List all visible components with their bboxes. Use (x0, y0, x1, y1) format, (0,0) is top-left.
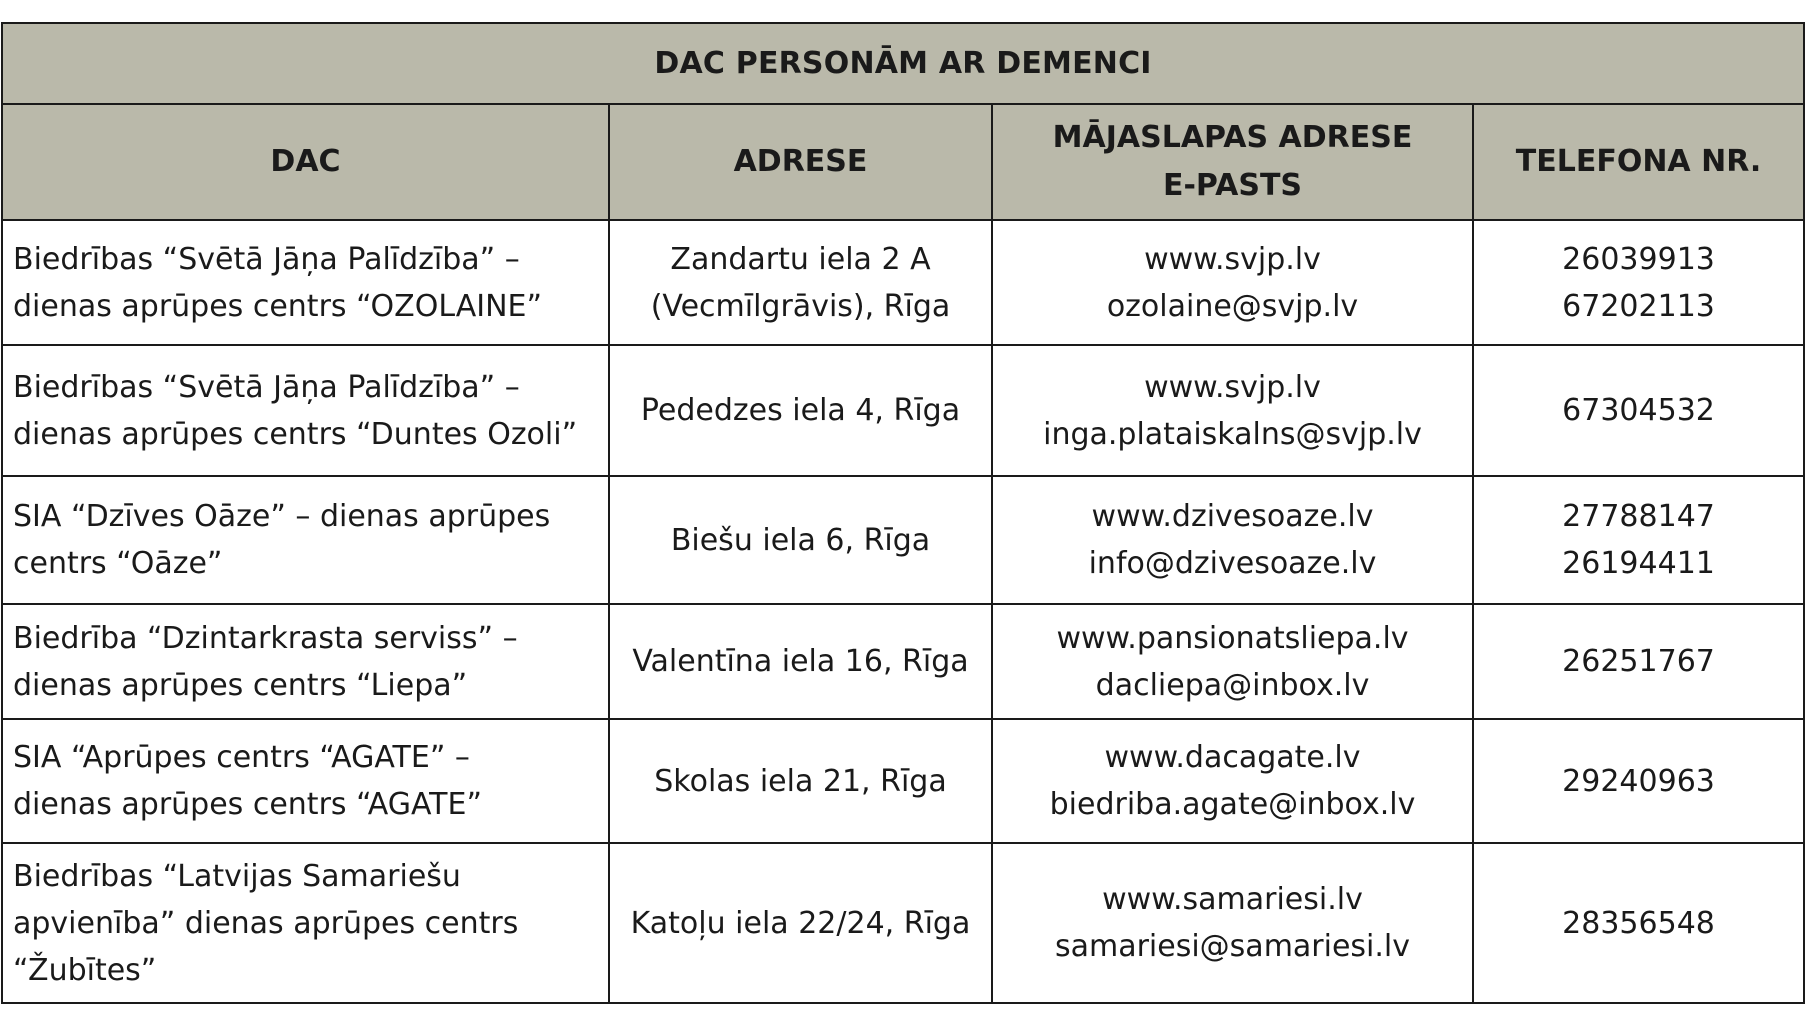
dac-name-cell (2, 476, 609, 604)
address-cell (609, 604, 992, 719)
table-row (2, 719, 1804, 843)
dac-name-cell (2, 719, 609, 843)
address-cell (609, 719, 992, 843)
table-row (2, 345, 1804, 476)
header-phone: TELEFONA NR. (1473, 104, 1804, 220)
address-line: (Vecmīlgrāvis), Rīga (650, 288, 951, 324)
phone-cell (1473, 476, 1804, 604)
web-email-cell (992, 843, 1473, 1003)
dac-table (1, 22, 1805, 1004)
dac-name-line: dienas aprūpes centrs “AGATE” (13, 787, 482, 822)
web-email-cell (992, 476, 1473, 604)
email-link[interactable]: samariesi@samariesi.lv (1054, 929, 1411, 964)
address-line: Katoļu iela 22/24, Rīga (630, 905, 971, 941)
address-cell (609, 345, 992, 476)
address-line: Pededzes iela 4, Rīga (640, 393, 961, 428)
dac-name-line: SIA “Aprūpes centrs “AGATE” – (13, 740, 470, 775)
email-link[interactable]: inga.plataiskalns@svjp.lv (1043, 416, 1422, 452)
address-cell (609, 220, 992, 345)
address-line: Skolas iela 21, Rīga (654, 763, 947, 799)
phone-cell (1473, 843, 1804, 1003)
table-title-row (2, 23, 1804, 104)
header-email-label: E-PASTS (1162, 168, 1303, 203)
address-cell (609, 843, 992, 1003)
address-line: Zandartu iela 2 A (670, 241, 931, 277)
dac-name-cell (2, 604, 609, 719)
dac-name-line: “Žubītes” (13, 952, 157, 988)
dac-name-line: apvienība” dienas aprūpes centrs (13, 905, 519, 941)
dac-name-line: dienas aprūpes centrs “Liepa” (13, 667, 468, 703)
dac-name-line: Biedrības “Latvijas Samariešu (13, 858, 461, 894)
phone-number: 67202113 (1562, 288, 1715, 324)
phone-number: 27788147 (1562, 499, 1715, 534)
dac-name-cell (2, 843, 609, 1003)
website-link[interactable]: www.dzivesoaze.lv (1091, 499, 1374, 534)
website-link[interactable]: www.samariesi.lv (1102, 882, 1363, 917)
table-row (2, 476, 1804, 604)
dac-name-line: Biedrība “Dzintarkrasta serviss” – (13, 620, 518, 656)
table-title: DAC PERSONĀM AR DEMENCI (2, 23, 1804, 104)
web-email-cell (992, 719, 1473, 843)
header-dac: DAC (2, 104, 609, 220)
dac-table-container (1, 22, 1803, 1004)
dac-name-cell (2, 345, 609, 476)
phone-number: 29240963 (1562, 763, 1715, 799)
dac-name-line: dienas aprūpes centrs “Duntes Ozoli” (13, 416, 578, 452)
table-row (2, 604, 1804, 719)
website-link[interactable]: www.svjp.lv (1144, 369, 1321, 405)
email-link[interactable]: biedriba.agate@inbox.lv (1049, 787, 1416, 822)
phone-number: 26251767 (1562, 644, 1715, 679)
dac-name-line: dienas aprūpes centrs “OZOLAINE” (13, 288, 543, 324)
header-address: ADRESE (609, 104, 992, 220)
web-email-cell (992, 220, 1473, 345)
address-line: Valentīna iela 16, Rīga (632, 644, 969, 679)
email-link[interactable]: dacliepa@inbox.lv (1095, 667, 1370, 703)
phone-number: 67304532 (1562, 393, 1715, 428)
phone-number: 28356548 (1562, 905, 1715, 941)
website-link[interactable]: www.pansionatsliepa.lv (1056, 620, 1409, 656)
dac-name-line: Biedrības “Svētā Jāņa Palīdzība” – (13, 369, 520, 405)
website-link[interactable]: www.svjp.lv (1144, 241, 1321, 277)
phone-cell (1473, 719, 1804, 843)
table-header-row (2, 104, 1804, 220)
table-row (2, 843, 1804, 1003)
address-line: Biešu iela 6, Rīga (670, 522, 931, 558)
address-cell (609, 476, 992, 604)
phone-number: 26039913 (1562, 241, 1715, 277)
email-link[interactable]: ozolaine@svjp.lv (1106, 288, 1359, 324)
phone-cell (1473, 604, 1804, 719)
phone-cell (1473, 220, 1804, 345)
email-link[interactable]: info@dzivesoaze.lv (1088, 546, 1377, 581)
dac-name-cell (2, 220, 609, 345)
dac-name-line: Biedrības “Svētā Jāņa Palīdzība” – (13, 241, 520, 277)
header-website-email (992, 104, 1473, 220)
phone-number: 26194411 (1562, 546, 1715, 581)
header-website-label: MĀJASLAPAS ADRESE (1052, 120, 1413, 155)
table-row (2, 220, 1804, 345)
website-link[interactable]: www.dacagate.lv (1104, 740, 1361, 775)
phone-cell (1473, 345, 1804, 476)
web-email-cell (992, 604, 1473, 719)
dac-name-line: centrs “Oāze” (13, 546, 223, 581)
dac-name-line: SIA “Dzīves Oāze” – dienas aprūpes (13, 499, 551, 534)
web-email-cell (992, 345, 1473, 476)
